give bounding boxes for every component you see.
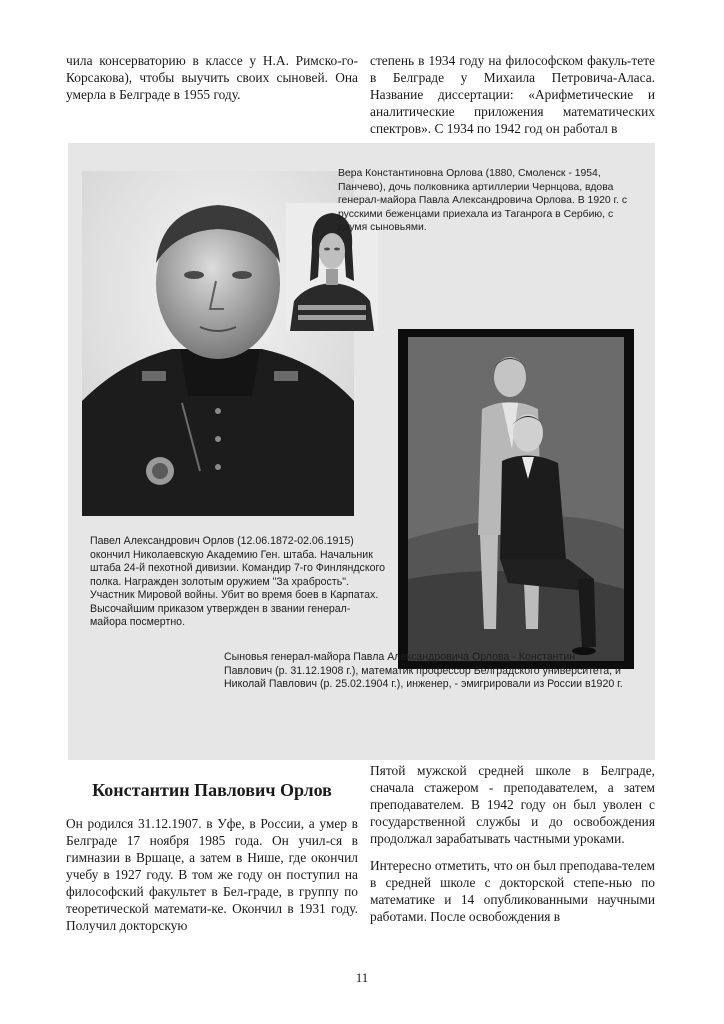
top-left-column [66, 52, 358, 103]
vera-caption: Вера Константиновна Орлова (1880, Смоленск - 1954, Панчево), дочь полковника артиллерии Чернцова, вдова генерал-майора Павла Александровича Орлова. В 1920 г. с русскими беженцами приехала из Таганрога в Сербию, с двумя сыновьями. [338, 168, 628, 233]
photo-panel [68, 143, 655, 760]
bottom-left-paragraph: Он родился 31.12.1907. в Уфе, в России, а умер в Белграде 17 ноября 1985 года. Он учил-ся в гимназии в Вршаце, а затем в Нише, где окончил учебу в 1927 году. В том же году он поступил на философский факультет в Бел-граде, в группу по теоретической математи-ке. Окончил в 1931 году. Получил докторскую [66, 816, 358, 933]
bottom-left-column [66, 815, 358, 934]
sons-photo [398, 329, 634, 669]
sons-caption: Сыновья генерал-майора Павла Александровича Орлова - Константин Павлович (р. 31.12.1908 г.), математик профессор Белградского университета, и Николай Павлович (р. 25.02.1904 г.), инженер, - эмигрировали из России в1920 г. [224, 651, 623, 690]
top-right-paragraph: степень в 1934 году на философском факуль-тете в Белграде у Михаила Петровича-Аласа. Название диссертации: «Арифметические и аналитические приложения математических спектров». С 1934 по 1942 год он работал в [370, 53, 655, 136]
sons-image [398, 329, 634, 669]
top-left-paragraph: чила консерваторию в классе у Н.А. Римско-го-Корсакова), чтобы выучить своих сыновей. Она умерла в Белграде в 1955 году. [66, 53, 358, 102]
top-right-column [370, 52, 655, 137]
bottom-right-paragraph-2: Интересно отметить, что он был преподава-телем в средней школе с докторской степе-нью по математике и 14 опубликованными научными работами. После освобождения в [370, 858, 655, 924]
article-heading: Константин Павлович Орлов [92, 780, 332, 800]
pavel-caption: Павел Александрович Орлов (12.06.1872-02.06.1915) окончил Николаевскую Академию Ген. штаба. Начальник штаба 24-й пехотной дивизии. Командир 7-го Финляндского полка. Награжден золотым оружием "За храбрость". Участник Мировой войны. Убит во время боев в Карпатах. Высочайшим приказом утвержден в звании генерал-майора посмертно. [90, 535, 386, 628]
bottom-right-column [370, 762, 655, 925]
page-number: 11 [355, 970, 369, 985]
bottom-right-paragraph-1: Пятой мужской средней школе в Белграде, сначала стажером - преподавателем, а затем преподавателем. В 1942 году он был уволен с государственной службы и до освобождения продолжал зарабатывать частными уроками. [370, 763, 655, 846]
